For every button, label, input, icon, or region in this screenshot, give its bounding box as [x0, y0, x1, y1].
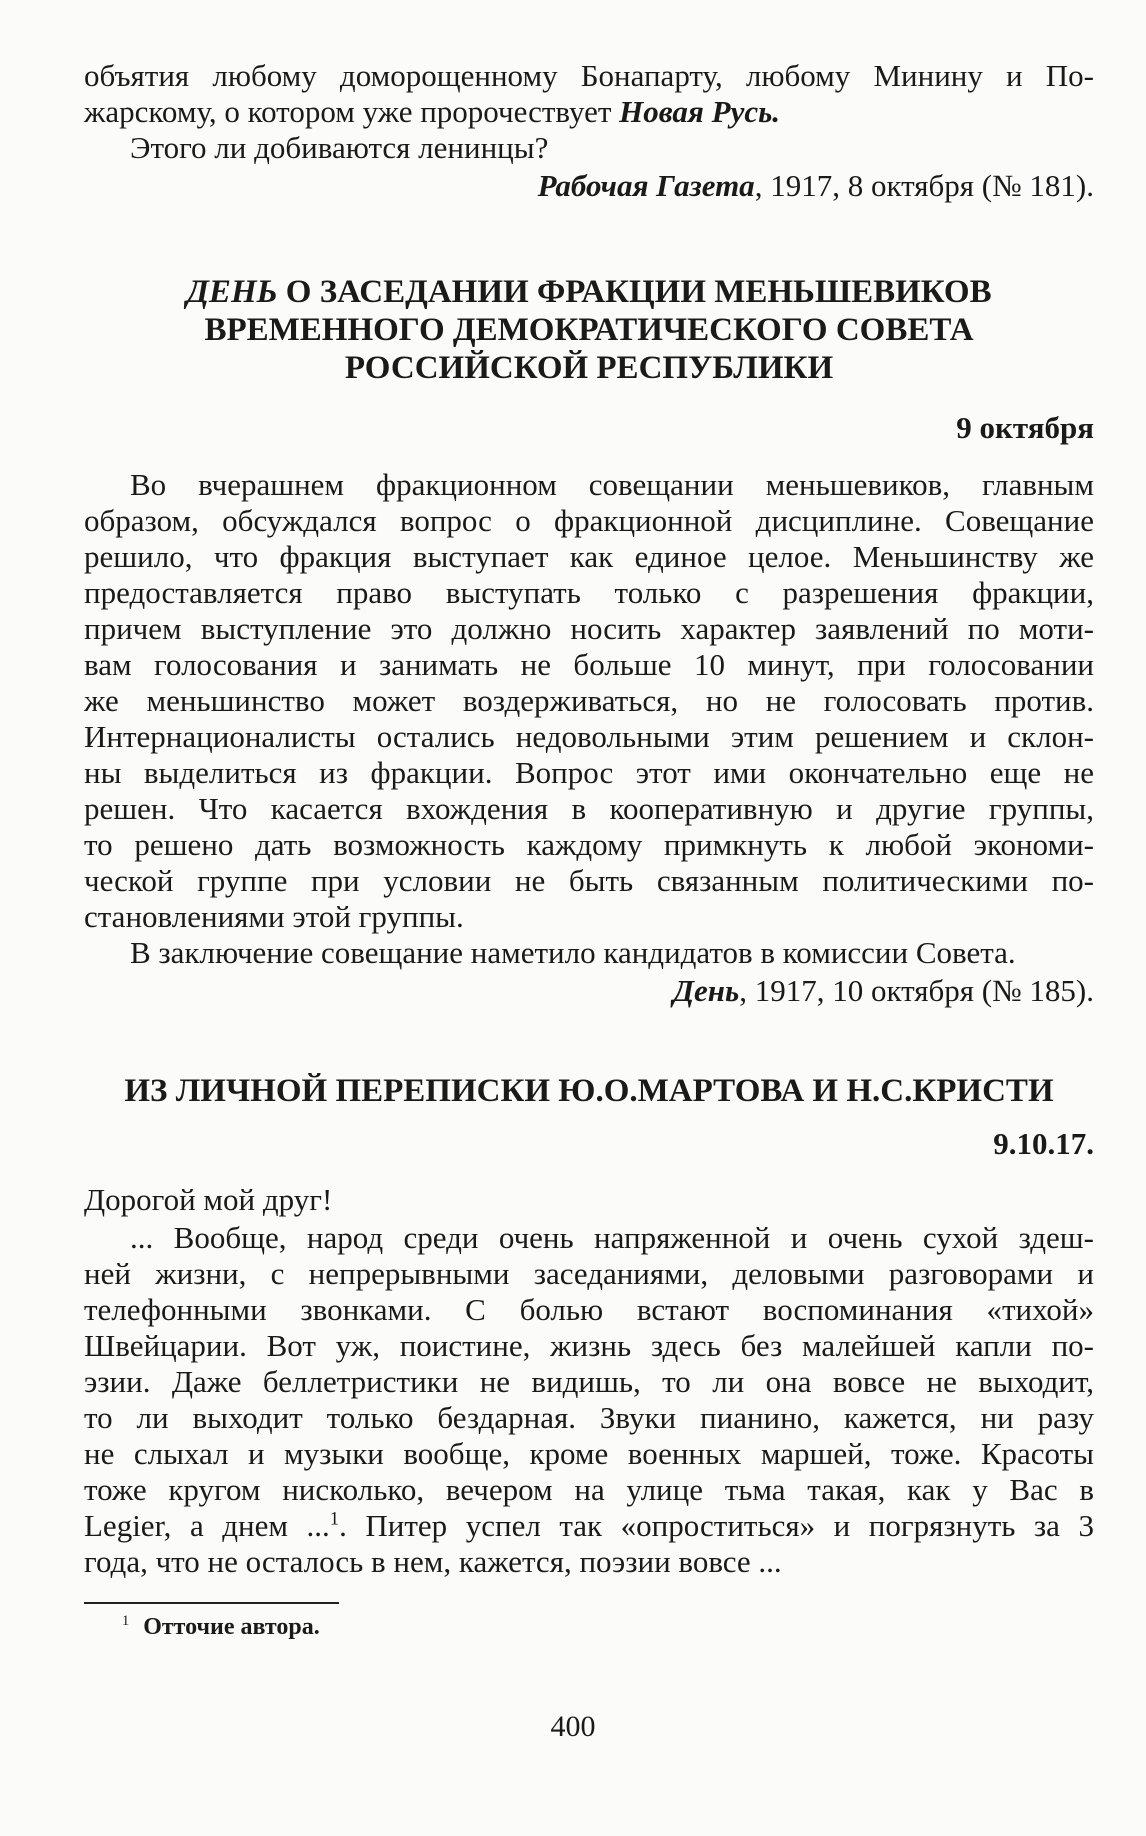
body-line: решило, что фракция выступает как единое целое. Меньшинству же [84, 539, 1094, 574]
body-line: года, что не осталось в нем, кажется, поэзии вовсе ... [84, 1544, 782, 1579]
body-text: жарскому, о котором уже пророчествует [84, 94, 620, 129]
body-text: Legier, а днем ... [84, 1508, 330, 1543]
body-line: ны выделиться из фракции. Вопрос этот ими окончательно еще не [84, 755, 1094, 790]
footnote [122, 1614, 320, 1641]
body-line: Интернационалисты остались недовольными этим решением и склон- [84, 719, 1094, 754]
body-text: . Питер успел так «опроститься» и погрязнуть за 3 [339, 1508, 1094, 1543]
citation-source: День [672, 973, 740, 1008]
body-line: В заключение совещание наметило кандидатов в комиссии Совета. [130, 935, 1016, 970]
section-date: 9.10.17. [993, 1126, 1094, 1161]
body-line: то решено дать возможность каждому примкнуть к любой экономи- [84, 827, 1094, 862]
section-heading: ИЗ ЛИЧНОЙ ПЕРЕПИСКИ Ю.О.МАРТОВА И Н.С.КРИСТИ [124, 1073, 1054, 1109]
body-line: то ли выходит только бездарная. Звуки пианино, кажется, ни разу [84, 1400, 1094, 1435]
citation-details: , 1917, 8 октября (№ 181). [754, 168, 1094, 203]
body-line: становлениями этой группы. [84, 899, 464, 934]
footnote-mark: 1 [122, 1613, 130, 1629]
body-line: предоставляется право выступать только с разрешения фракции, [84, 575, 1094, 610]
heading-source: ДЕНЬ [186, 274, 278, 310]
body-line [84, 1508, 1094, 1544]
body-line: ческой группе при условии не быть связанным политическими по- [84, 863, 1094, 898]
footnote-text: Отточие автора. [143, 1614, 320, 1640]
body-line: Швейцарии. Вот уж, поистине, жизнь здесь без малейшей капли по- [84, 1328, 1094, 1363]
citation [84, 168, 1094, 204]
body-line: же меньшинство может воздерживаться, но не голосовать против. [84, 683, 1094, 718]
page-number: 400 [550, 1710, 596, 1743]
body-line: объятия любому доморощенному Бонапарту, любому Минину и По- [84, 58, 1094, 93]
section-date: 9 октября [956, 410, 1094, 445]
heading-text: О ЗАСЕДАНИИ ФРАКЦИИ МЕНЬШЕВИКОВ [277, 274, 992, 310]
body-line: Этого ли добиваются ленинцы? [130, 130, 549, 165]
body-line: тоже кругом нисколько, вечером на улице тьма такая, как у Вас в [84, 1472, 1094, 1507]
body-line: телефонными звонками. С болью встают воспоминания «тихой» [84, 1292, 1094, 1327]
section-heading: РОССИЙСКОЙ РЕСПУБЛИКИ [344, 350, 834, 386]
footnote-divider [84, 1602, 339, 1604]
footnote-reference: 1 [329, 1508, 340, 1530]
salutation: Дорогой мой друг! [84, 1182, 333, 1217]
body-line: вам голосования и занимать не больше 10 минут, при голосовании [84, 647, 1094, 682]
citation-details: , 1917, 10 октября (№ 185). [739, 973, 1094, 1008]
body-line: ... Вообще, народ среди очень напряженной и очень сухой здеш- [130, 1220, 1094, 1255]
section-heading: ВРЕМЕННОГО ДЕМОКРАТИЧЕСКОГО СОВЕТА [204, 312, 974, 348]
source-name: Новая Русь. [619, 94, 780, 129]
body-line: причем выступление это должно носить характер заявлений по моти- [84, 611, 1094, 646]
body-line: не слыхал и музыки вообще, кроме военных маршей, тоже. Красоты [84, 1436, 1094, 1471]
body-line: решен. Что касается вхождения в кооперативную и другие группы, [84, 791, 1094, 826]
body-line [84, 94, 1094, 130]
body-line: эзии. Даже беллетристики не видишь, то ли она вовсе не выходит, [84, 1364, 1094, 1399]
body-line: Во вчерашнем фракционном совещании меньшевиков, главным [130, 467, 1094, 502]
citation [84, 973, 1094, 1009]
body-line: образом, обсуждался вопрос о фракционной дисциплине. Совещание [84, 503, 1094, 538]
body-line: ней жизни, с непрерывными заседаниями, деловыми разговорами и [84, 1256, 1094, 1291]
section-heading [84, 273, 1094, 311]
citation-source: Рабочая Газета [537, 168, 755, 203]
